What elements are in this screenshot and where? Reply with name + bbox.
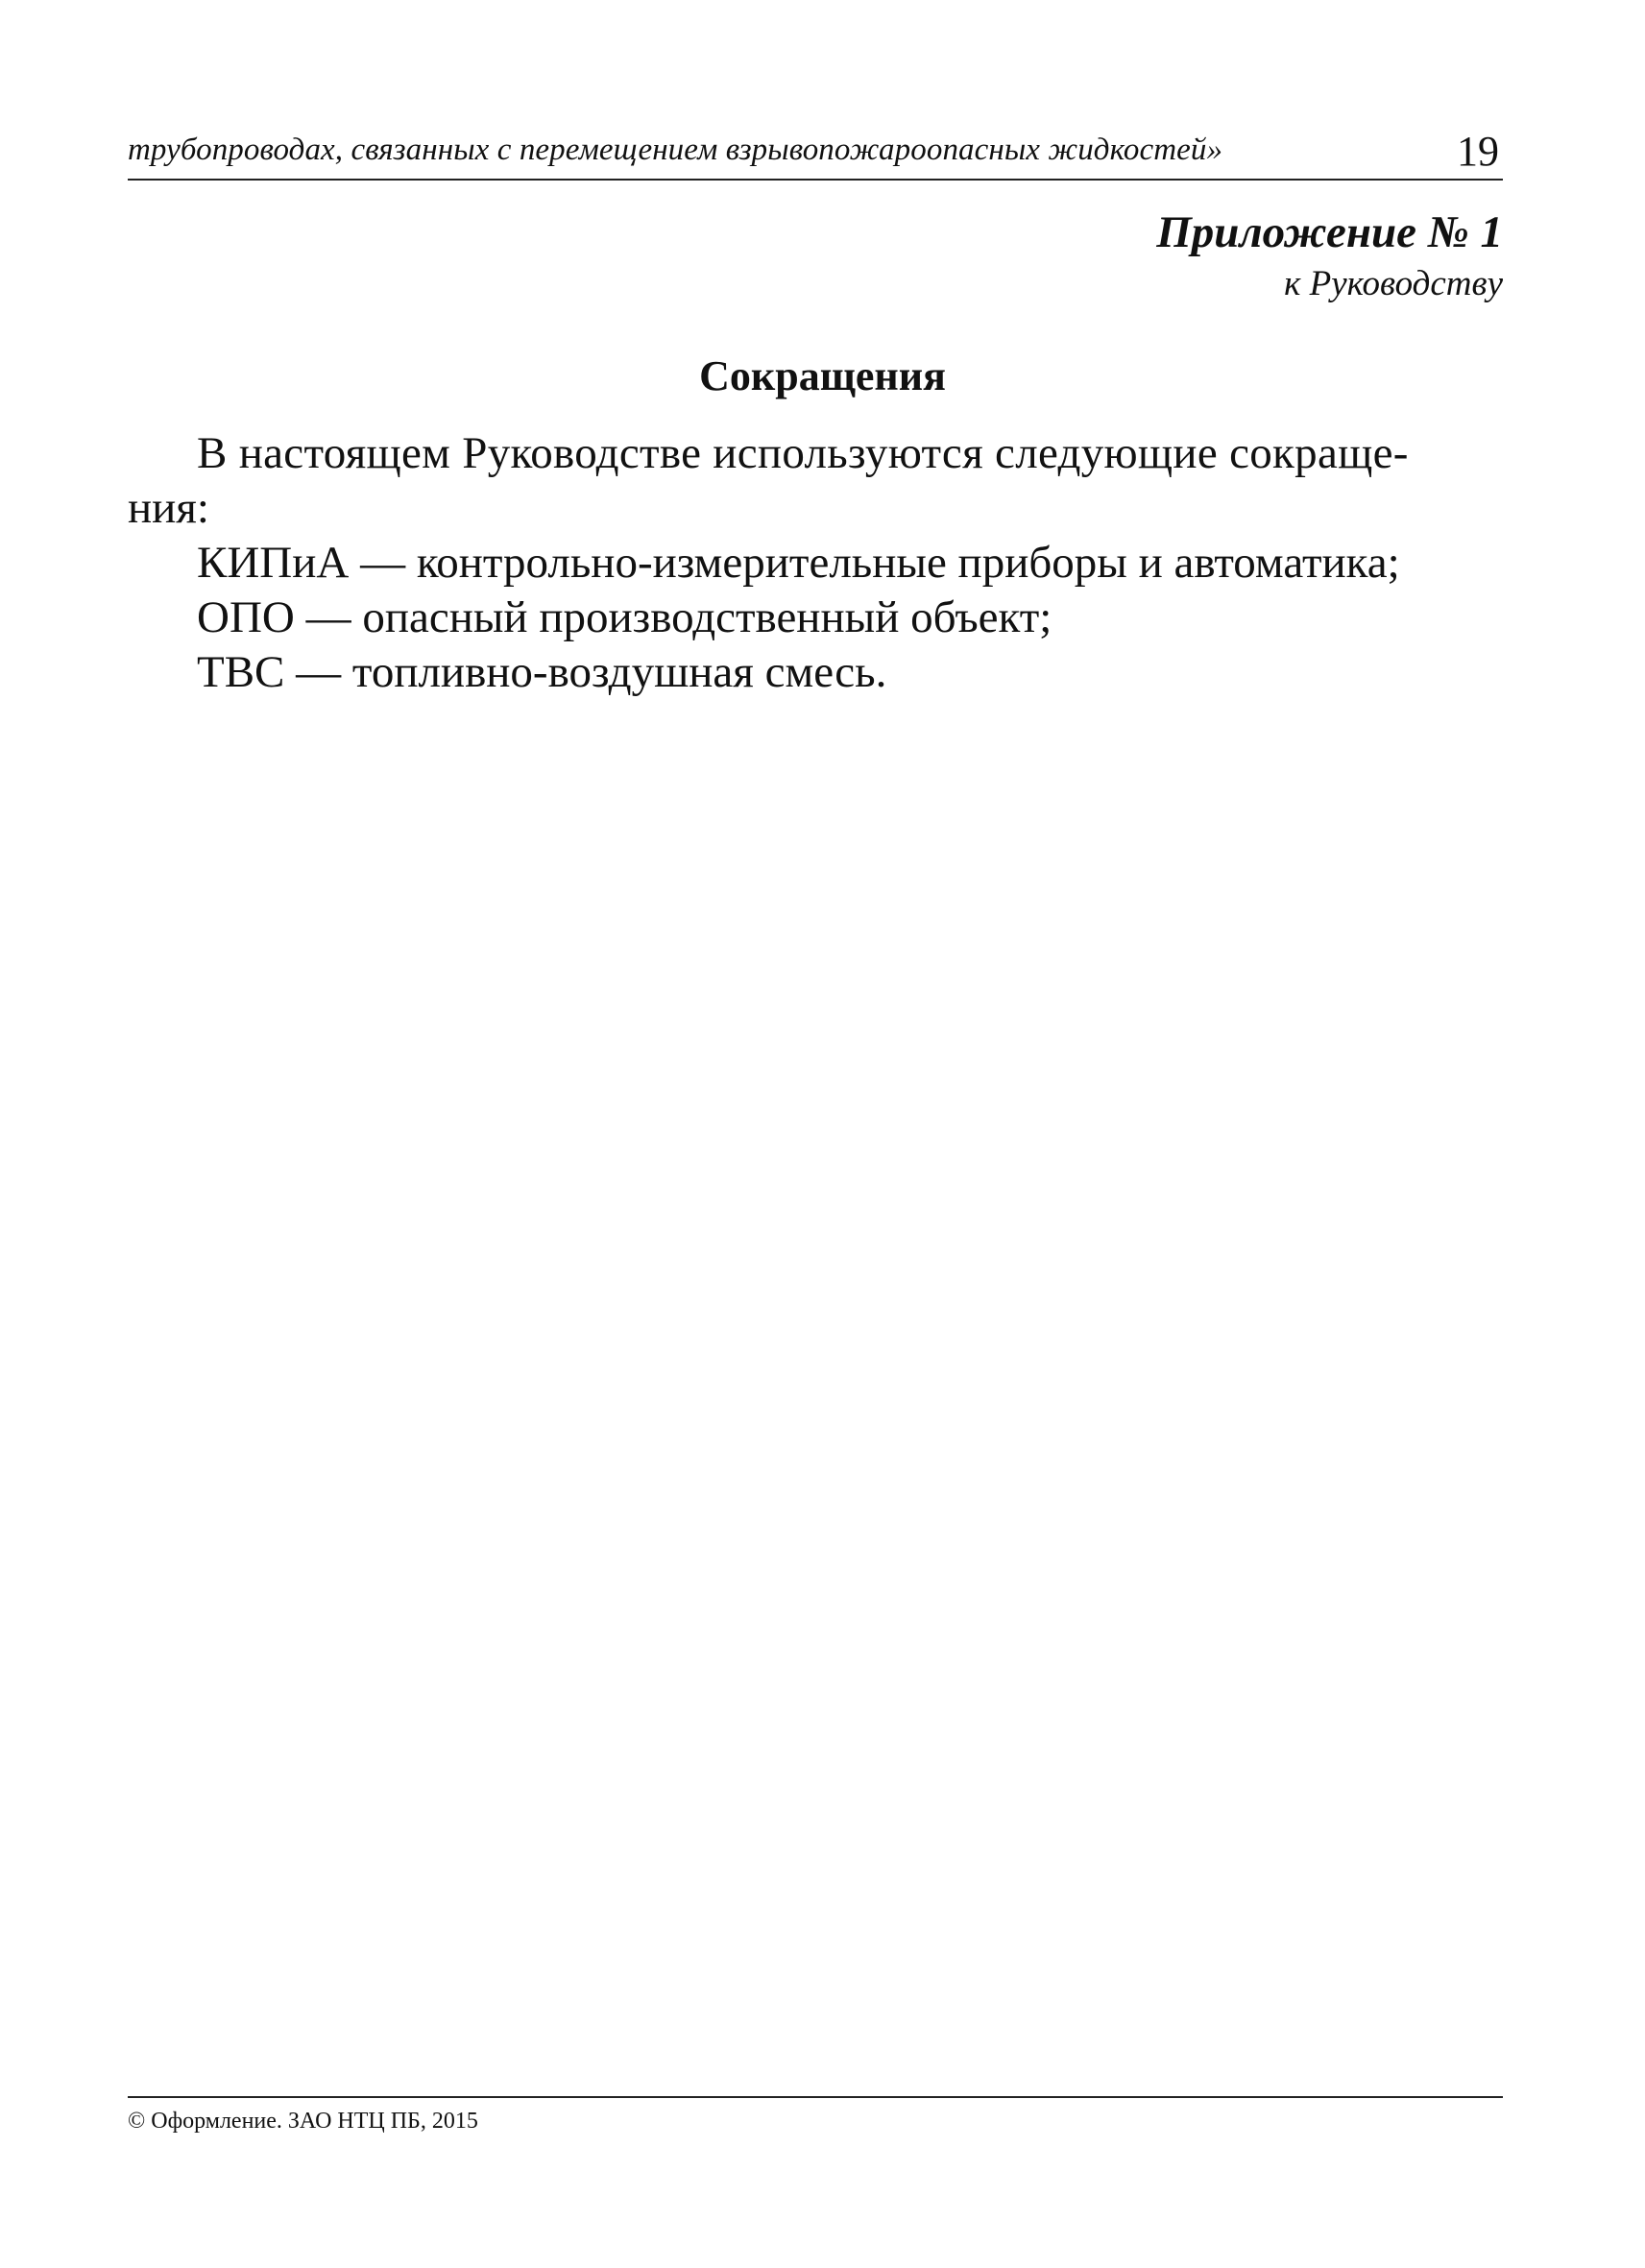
appendix-title: Приложение № 1 xyxy=(1156,207,1503,257)
appendix-label xyxy=(1156,204,1503,307)
section-heading: Сокращения xyxy=(699,352,946,399)
intro-paragraph-line-1: В настоящем Руководстве используются следующие сокраще- xyxy=(197,428,1409,478)
abbreviation-item-opo: ОПО — опасный производственный объект; xyxy=(197,592,1052,642)
abbreviation-item-tvs: ТВС — топливно-воздушная смесь. xyxy=(197,647,887,697)
footer-rule xyxy=(128,2096,1503,2098)
section-body xyxy=(128,426,1503,700)
footer-copyright: © Оформление. ЗАО НТЦ ПБ, 2015 xyxy=(128,2109,478,2134)
abbreviation-list xyxy=(128,536,1503,700)
abbreviation-item-kipia: КИПиА — контрольно-измерительные приборы и автоматика; xyxy=(197,538,1400,588)
running-title: трубопроводах, связанных с перемещением взрывопожароопасных жидкостей» xyxy=(128,133,1223,167)
running-header xyxy=(128,127,1503,177)
header-rule xyxy=(128,179,1503,181)
appendix-subtitle: к Руководству xyxy=(1284,264,1503,303)
page-number: 19 xyxy=(1457,128,1499,175)
intro-paragraph-line-2: ния: xyxy=(128,483,209,533)
